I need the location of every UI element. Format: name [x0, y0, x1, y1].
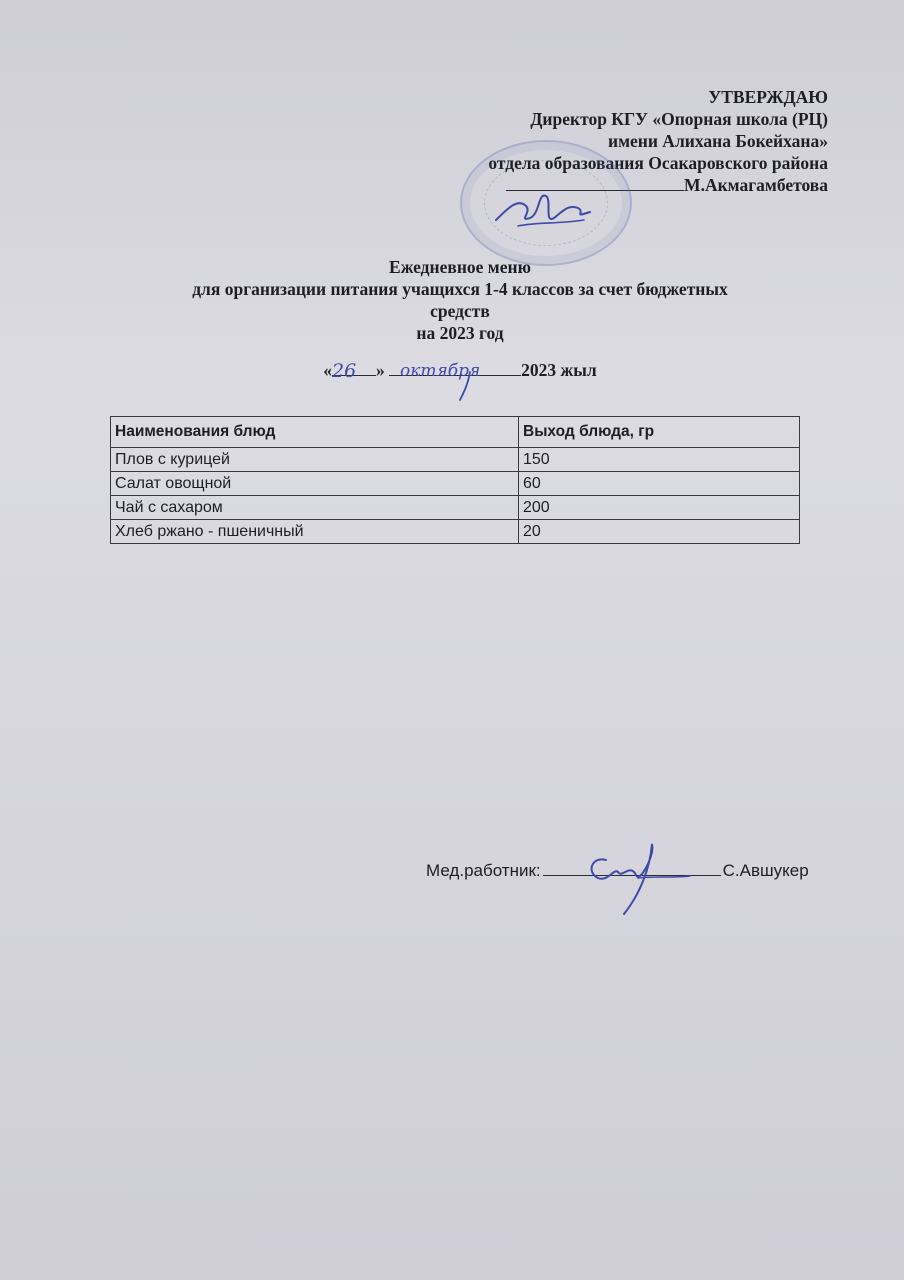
approval-line-1: Директор КГУ «Опорная школа (РЦ) [530, 109, 828, 129]
dish-name-cell: Хлеб ржано - пшеничный [111, 520, 519, 544]
table-row [111, 448, 800, 472]
portion-weight-cell: 20 [519, 520, 800, 544]
heading-line-3: средств [430, 301, 490, 321]
date-close-quote: » [376, 360, 385, 380]
month-blank [389, 361, 521, 376]
round-stamp [460, 140, 632, 266]
table-row [111, 496, 800, 520]
handwritten-month-text: октября [400, 361, 481, 381]
date-open-quote: « [323, 360, 333, 380]
portion-weight-cell: 150 [519, 448, 800, 472]
medical-label: Мед.работник: [426, 861, 541, 880]
handwritten-day-text: 26 [332, 360, 357, 382]
heading-line-2: для организации питания учащихся 1-4 классов за счет бюджетных [192, 279, 728, 299]
portion-weight-cell: 200 [519, 496, 800, 520]
table-row [111, 520, 800, 544]
table-row [111, 472, 800, 496]
medical-signature-line [426, 861, 809, 881]
heading-line-4: на 2023 год [416, 323, 504, 343]
document-heading [110, 256, 810, 344]
medical-signature-blank [543, 861, 721, 876]
dish-name-cell: Плов с курицей [111, 448, 519, 472]
approval-signatory: М.Акмагамбетова [684, 175, 828, 195]
approval-line-3: отдела образования Осакаровского района [488, 153, 828, 173]
approval-title: УТВЕРЖДАЮ [708, 87, 828, 107]
menu-table [110, 416, 800, 544]
dish-name-cell: Салат овощной [111, 472, 519, 496]
date-year-suffix: 2023 жыл [521, 360, 597, 380]
date-line [110, 360, 810, 381]
dish-name-cell: Чай с сахаром [111, 496, 519, 520]
header-portion-weight: Выход блюда, гр [519, 417, 800, 448]
approval-line-2: имени Алихана Бокейхана» [608, 131, 828, 151]
table-header-row [111, 417, 800, 448]
heading-line-1: Ежедневное меню [389, 257, 531, 277]
day-blank [332, 361, 376, 376]
portion-weight-cell: 60 [519, 472, 800, 496]
header-dish-name: Наименования блюд [111, 417, 519, 448]
medical-name: С.Авшукер [722, 861, 809, 880]
stamp-inner-ring [484, 160, 608, 246]
